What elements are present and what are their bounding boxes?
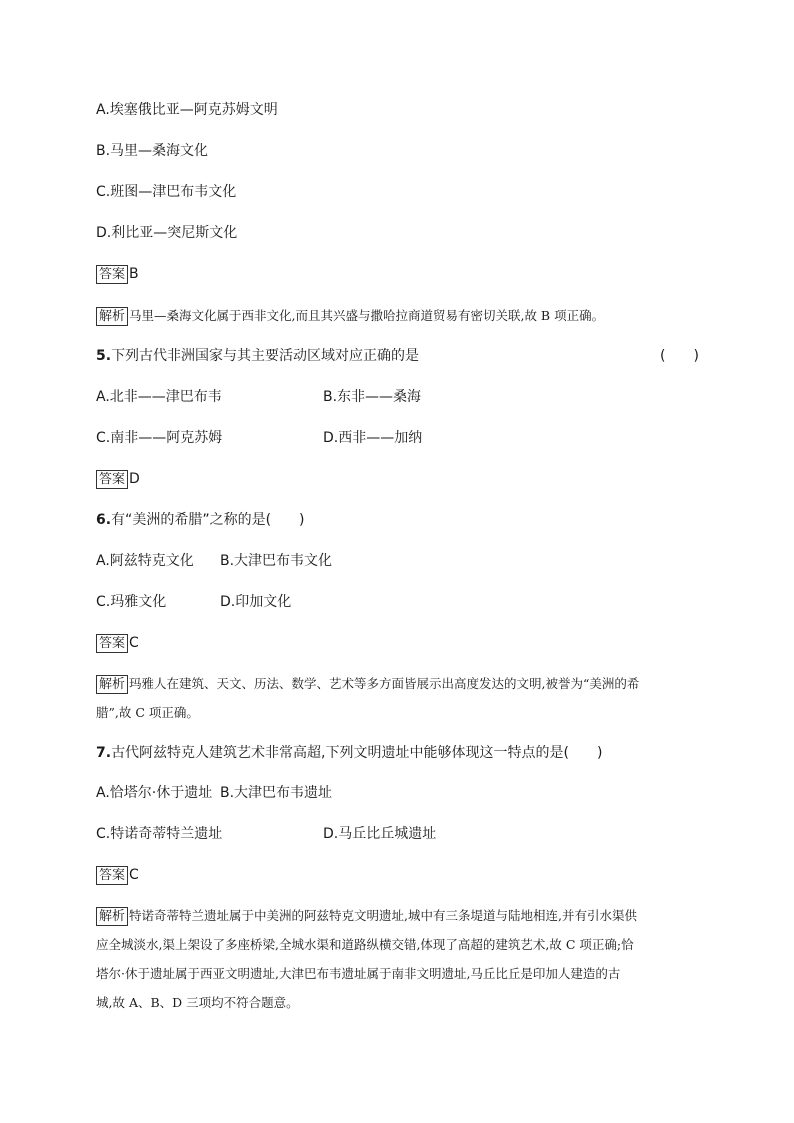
answer-tag: 答案 [96, 265, 128, 284]
q4-option-a: A.埃塞俄比亚—阿克苏姆文明 [96, 102, 278, 118]
question-text: 古代阿兹特克人建筑艺术非常高超,下列文明遗址中能够体现这一特点的是( ) [111, 745, 603, 761]
explain-text-line: 特诺奇蒂特兰遗址属于中美洲的阿兹特克文明遗址,城中有三条堤道与陆地相连,并有引水渠供 [129, 908, 637, 923]
q5-answer [96, 469, 140, 489]
q4-explanation [96, 301, 604, 330]
q7-answer [96, 865, 139, 885]
q4-option-b: B.马里—桑海文化 [96, 143, 209, 159]
question-number: 5. [96, 348, 112, 364]
explain-text-line: 玛雅人在建筑、天文、历法、数学、艺术等多方面皆展示出高度发达的文明,被誉为“美洲的希 [129, 676, 640, 691]
q5-stem [96, 346, 419, 366]
question-number: 6. [96, 512, 112, 528]
question-number: 7. [96, 745, 112, 761]
answer-tag: 答案 [96, 866, 128, 885]
q6-answer [96, 633, 139, 653]
answer-tag: 答案 [96, 634, 128, 653]
q6-option-b: B.大津巴布韦文化 [220, 553, 333, 569]
q6-stem [96, 510, 305, 530]
q7-option-a: A.恰塔尔·休于遗址 [96, 785, 213, 801]
explain-tag: 解析 [96, 907, 128, 926]
question-text: 下列古代非洲国家与其主要活动区域对应正确的是 [111, 348, 420, 364]
answer-tag: 答案 [96, 470, 128, 489]
q5-option-d: D.西非——加纳 [323, 430, 423, 446]
explain-text-line: 城,故 A、B、D 三项均不符合题意。 [96, 995, 299, 1010]
q7-explanation [96, 901, 702, 1017]
explain-tag: 解析 [96, 675, 128, 694]
q5-option-b: B.东非——桑海 [323, 389, 422, 405]
explain-tag: 解析 [96, 307, 128, 326]
q7-option-b: B.大津巴布韦遗址 [220, 785, 333, 801]
explain-text-line: 应全城淡水,渠上架设了多座桥梁,全城水渠和道路纵横交错,体现了高超的建筑艺术,故 C 项正确;恰 [96, 937, 634, 952]
question-text: 有“美洲的希腊”之称的是( ) [111, 512, 305, 528]
q5-option-c: C.南非——阿克苏姆 [96, 430, 223, 446]
answer-value: C [129, 867, 139, 883]
q5-answer-paren: ( ) [660, 348, 699, 364]
q7-stem [96, 743, 602, 763]
q6-option-d: D.印加文化 [220, 594, 292, 610]
q4-answer [96, 264, 139, 284]
q5-option-a: A.北非——津巴布韦 [96, 389, 222, 405]
q7-option-d: D.马丘比丘城遗址 [323, 826, 437, 842]
answer-value: B [129, 266, 139, 282]
q6-option-a: A.阿兹特克文化 [96, 553, 194, 569]
q4-option-d: D.利比亚—突尼斯文化 [96, 225, 238, 241]
explain-text-line: 塔尔·休于遗址属于西亚文明遗址,大津巴布韦遗址属于南非文明遗址,马丘比丘是印加人建造的古 [96, 966, 621, 981]
explain-text: 马里—桑海文化属于西非文化,而且其兴盛与撒哈拉商道贸易有密切关联,故 B 项正确。 [129, 308, 605, 323]
q6-explanation [96, 669, 702, 727]
q6-option-c: C.玛雅文化 [96, 594, 167, 610]
answer-value: C [129, 635, 139, 651]
answer-value: D [129, 471, 140, 487]
explain-text-line: 腊”,故 C 项正确。 [96, 705, 199, 720]
q7-option-c: C.特诺奇蒂特兰遗址 [96, 826, 223, 842]
q4-option-c: C.班图—津巴布韦文化 [96, 184, 237, 200]
